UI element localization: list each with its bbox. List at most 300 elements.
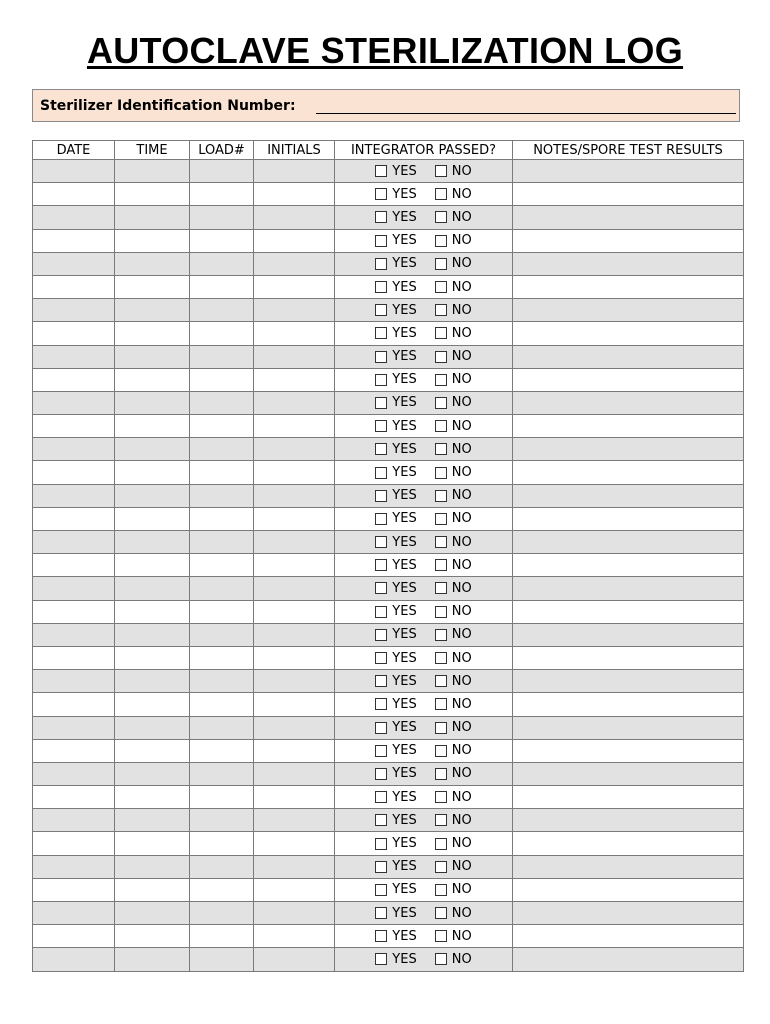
- table-row: [33, 275, 744, 298]
- initials-cell[interactable]: [254, 600, 335, 623]
- notes-cell[interactable]: [513, 670, 744, 693]
- yes-label: YES: [392, 627, 417, 643]
- yes-label: YES: [392, 395, 417, 411]
- time-cell[interactable]: [115, 554, 190, 577]
- no-option: [435, 349, 472, 364]
- date-cell[interactable]: [33, 693, 115, 716]
- time-cell[interactable]: [115, 948, 190, 971]
- yes-checkbox[interactable]: [375, 629, 387, 641]
- date-cell[interactable]: [33, 531, 115, 554]
- initials-cell[interactable]: [254, 623, 335, 646]
- notes-cell[interactable]: [513, 948, 744, 971]
- initials-cell[interactable]: [254, 577, 335, 600]
- notes-cell[interactable]: [513, 391, 744, 414]
- time-cell[interactable]: [115, 670, 190, 693]
- notes-cell[interactable]: [513, 229, 744, 252]
- no-label: NO: [451, 395, 472, 411]
- notes-cell[interactable]: [513, 322, 744, 345]
- time-cell[interactable]: [115, 484, 190, 507]
- yes-checkbox[interactable]: [375, 838, 387, 850]
- notes-cell[interactable]: [513, 716, 744, 739]
- no-checkbox[interactable]: [435, 722, 447, 734]
- initials-cell[interactable]: [254, 716, 335, 739]
- no-checkbox[interactable]: [435, 443, 447, 455]
- no-option: [435, 743, 472, 758]
- load-cell[interactable]: [190, 391, 254, 414]
- no-checkbox[interactable]: [435, 606, 447, 618]
- table-row: [33, 438, 744, 461]
- notes-cell[interactable]: [513, 623, 744, 646]
- notes-cell[interactable]: [513, 275, 744, 298]
- no-checkbox[interactable]: [435, 374, 447, 386]
- notes-cell[interactable]: [513, 600, 744, 623]
- time-cell[interactable]: [115, 275, 190, 298]
- time-cell[interactable]: [115, 809, 190, 832]
- date-cell[interactable]: [33, 716, 115, 739]
- table-row: [33, 878, 744, 901]
- yes-checkbox[interactable]: [375, 606, 387, 618]
- time-cell[interactable]: [115, 786, 190, 809]
- no-checkbox[interactable]: [435, 490, 447, 502]
- time-cell[interactable]: [115, 206, 190, 229]
- time-cell[interactable]: [115, 438, 190, 461]
- notes-cell[interactable]: [513, 855, 744, 878]
- yes-checkbox[interactable]: [375, 281, 387, 293]
- load-cell[interactable]: [190, 832, 254, 855]
- no-checkbox[interactable]: [435, 304, 447, 316]
- no-option: [435, 210, 472, 225]
- yes-checkbox[interactable]: [375, 907, 387, 919]
- yes-checkbox[interactable]: [375, 582, 387, 594]
- no-option: [435, 256, 472, 271]
- yes-checkbox[interactable]: [375, 722, 387, 734]
- date-cell[interactable]: [33, 809, 115, 832]
- no-checkbox[interactable]: [435, 420, 447, 432]
- date-cell[interactable]: [33, 206, 115, 229]
- initials-cell[interactable]: [254, 252, 335, 275]
- yes-checkbox[interactable]: [375, 304, 387, 316]
- initials-cell[interactable]: [254, 554, 335, 577]
- no-checkbox[interactable]: [435, 536, 447, 548]
- yes-checkbox[interactable]: [375, 188, 387, 200]
- notes-cell[interactable]: [513, 368, 744, 391]
- load-cell[interactable]: [190, 878, 254, 901]
- time-cell[interactable]: [115, 878, 190, 901]
- yes-checkbox[interactable]: [375, 791, 387, 803]
- integrator-passed-cell: [335, 554, 513, 577]
- yes-checkbox[interactable]: [375, 513, 387, 525]
- table-row: [33, 229, 744, 252]
- no-checkbox[interactable]: [435, 675, 447, 687]
- time-cell[interactable]: [115, 345, 190, 368]
- initials-cell[interactable]: [254, 948, 335, 971]
- time-cell[interactable]: [115, 739, 190, 762]
- yes-label: YES: [392, 836, 417, 852]
- yes-checkbox[interactable]: [375, 490, 387, 502]
- date-cell[interactable]: [33, 600, 115, 623]
- initials-cell[interactable]: [254, 531, 335, 554]
- integrator-passed-cell: [335, 531, 513, 554]
- no-checkbox[interactable]: [435, 768, 447, 780]
- date-cell[interactable]: [33, 554, 115, 577]
- integrator-passed-cell: [335, 762, 513, 785]
- notes-cell[interactable]: [513, 693, 744, 716]
- yes-option: [375, 906, 416, 921]
- integrator-passed-cell: [335, 623, 513, 646]
- initials-cell[interactable]: [254, 832, 335, 855]
- yes-option: [375, 952, 416, 967]
- no-checkbox[interactable]: [435, 327, 447, 339]
- initials-cell[interactable]: [254, 322, 335, 345]
- yes-checkbox[interactable]: [375, 327, 387, 339]
- notes-cell[interactable]: [513, 299, 744, 322]
- load-cell[interactable]: [190, 646, 254, 669]
- notes-cell[interactable]: [513, 878, 744, 901]
- notes-cell[interactable]: [513, 554, 744, 577]
- sterilizer-id-field[interactable]: [316, 113, 736, 114]
- time-cell[interactable]: [115, 716, 190, 739]
- initials-cell[interactable]: [254, 902, 335, 925]
- no-label: NO: [451, 349, 472, 365]
- initials-cell[interactable]: [254, 693, 335, 716]
- yes-checkbox[interactable]: [375, 467, 387, 479]
- notes-cell[interactable]: [513, 646, 744, 669]
- integrator-passed-cell: [335, 206, 513, 229]
- notes-cell[interactable]: [513, 507, 744, 530]
- date-cell[interactable]: [33, 461, 115, 484]
- no-label: NO: [451, 418, 472, 434]
- no-checkbox[interactable]: [435, 745, 447, 757]
- initials-cell[interactable]: [254, 183, 335, 206]
- yes-checkbox[interactable]: [375, 861, 387, 873]
- no-label: NO: [451, 673, 472, 689]
- no-checkbox[interactable]: [435, 235, 447, 247]
- integrator-passed-cell: [335, 600, 513, 623]
- time-cell[interactable]: [115, 322, 190, 345]
- initials-cell[interactable]: [254, 507, 335, 530]
- yes-checkbox[interactable]: [375, 559, 387, 571]
- notes-cell[interactable]: [513, 484, 744, 507]
- yes-checkbox[interactable]: [375, 397, 387, 409]
- date-cell[interactable]: [33, 229, 115, 252]
- notes-cell[interactable]: [513, 183, 744, 206]
- notes-cell[interactable]: [513, 809, 744, 832]
- yes-checkbox[interactable]: [375, 351, 387, 363]
- no-checkbox[interactable]: [435, 953, 447, 965]
- load-cell[interactable]: [190, 925, 254, 948]
- load-cell[interactable]: [190, 762, 254, 785]
- load-cell[interactable]: [190, 600, 254, 623]
- no-checkbox[interactable]: [435, 397, 447, 409]
- load-cell[interactable]: [190, 484, 254, 507]
- load-cell[interactable]: [190, 902, 254, 925]
- load-cell[interactable]: [190, 322, 254, 345]
- time-cell[interactable]: [115, 461, 190, 484]
- load-cell[interactable]: [190, 693, 254, 716]
- initials-cell[interactable]: [254, 391, 335, 414]
- no-checkbox[interactable]: [435, 930, 447, 942]
- time-cell[interactable]: [115, 531, 190, 554]
- no-option: [435, 859, 472, 874]
- initials-cell[interactable]: [254, 461, 335, 484]
- time-cell[interactable]: [115, 183, 190, 206]
- date-cell[interactable]: [33, 160, 115, 183]
- initials-cell[interactable]: [254, 484, 335, 507]
- no-label: NO: [451, 279, 472, 295]
- date-cell[interactable]: [33, 739, 115, 762]
- date-cell[interactable]: [33, 275, 115, 298]
- notes-cell[interactable]: [513, 160, 744, 183]
- load-cell[interactable]: [190, 438, 254, 461]
- initials-cell[interactable]: [254, 299, 335, 322]
- notes-cell[interactable]: [513, 832, 744, 855]
- time-cell[interactable]: [115, 925, 190, 948]
- yes-checkbox[interactable]: [375, 745, 387, 757]
- date-cell[interactable]: [33, 299, 115, 322]
- no-label: NO: [451, 534, 472, 550]
- initials-cell[interactable]: [254, 878, 335, 901]
- yes-option: [375, 651, 416, 666]
- no-checkbox[interactable]: [435, 281, 447, 293]
- notes-cell[interactable]: [513, 345, 744, 368]
- date-cell[interactable]: [33, 438, 115, 461]
- load-cell[interactable]: [190, 809, 254, 832]
- date-cell[interactable]: [33, 415, 115, 438]
- yes-checkbox[interactable]: [375, 814, 387, 826]
- table-row: [33, 600, 744, 623]
- no-checkbox[interactable]: [435, 165, 447, 177]
- initials-cell[interactable]: [254, 646, 335, 669]
- load-cell[interactable]: [190, 577, 254, 600]
- notes-cell[interactable]: [513, 786, 744, 809]
- initials-cell[interactable]: [254, 809, 335, 832]
- yes-checkbox[interactable]: [375, 953, 387, 965]
- load-cell[interactable]: [190, 554, 254, 577]
- yes-option: [375, 813, 416, 828]
- initials-cell[interactable]: [254, 786, 335, 809]
- load-cell[interactable]: [190, 160, 254, 183]
- date-cell[interactable]: [33, 878, 115, 901]
- date-cell[interactable]: [33, 786, 115, 809]
- initials-cell[interactable]: [254, 415, 335, 438]
- no-checkbox[interactable]: [435, 838, 447, 850]
- load-cell[interactable]: [190, 948, 254, 971]
- initials-cell[interactable]: [254, 925, 335, 948]
- table-row: [33, 646, 744, 669]
- initials-cell[interactable]: [254, 762, 335, 785]
- notes-cell[interactable]: [513, 415, 744, 438]
- load-cell[interactable]: [190, 716, 254, 739]
- time-cell[interactable]: [115, 693, 190, 716]
- date-cell[interactable]: [33, 855, 115, 878]
- yes-label: YES: [392, 905, 417, 921]
- no-checkbox[interactable]: [435, 652, 447, 664]
- time-cell[interactable]: [115, 577, 190, 600]
- date-cell[interactable]: [33, 507, 115, 530]
- integrator-passed-cell: [335, 832, 513, 855]
- yes-checkbox[interactable]: [375, 536, 387, 548]
- time-cell[interactable]: [115, 902, 190, 925]
- initials-cell[interactable]: [254, 739, 335, 762]
- initials-cell[interactable]: [254, 670, 335, 693]
- date-cell[interactable]: [33, 484, 115, 507]
- no-option: [435, 929, 472, 944]
- no-checkbox[interactable]: [435, 791, 447, 803]
- no-checkbox[interactable]: [435, 861, 447, 873]
- time-cell[interactable]: [115, 507, 190, 530]
- initials-cell[interactable]: [254, 206, 335, 229]
- no-checkbox[interactable]: [435, 698, 447, 710]
- notes-cell[interactable]: [513, 438, 744, 461]
- no-checkbox[interactable]: [435, 884, 447, 896]
- load-cell[interactable]: [190, 206, 254, 229]
- time-cell[interactable]: [115, 299, 190, 322]
- yes-checkbox[interactable]: [375, 165, 387, 177]
- date-cell[interactable]: [33, 252, 115, 275]
- no-option: [435, 952, 472, 967]
- yes-checkbox[interactable]: [375, 884, 387, 896]
- load-cell[interactable]: [190, 415, 254, 438]
- date-cell[interactable]: [33, 183, 115, 206]
- no-checkbox[interactable]: [435, 582, 447, 594]
- no-option: [435, 419, 472, 434]
- initials-cell[interactable]: [254, 275, 335, 298]
- time-cell[interactable]: [115, 600, 190, 623]
- yes-option: [375, 303, 416, 318]
- date-cell[interactable]: [33, 646, 115, 669]
- time-cell[interactable]: [115, 160, 190, 183]
- time-cell[interactable]: [115, 646, 190, 669]
- table-row: [33, 786, 744, 809]
- time-cell[interactable]: [115, 762, 190, 785]
- load-cell[interactable]: [190, 345, 254, 368]
- initials-cell[interactable]: [254, 160, 335, 183]
- load-cell[interactable]: [190, 368, 254, 391]
- notes-cell[interactable]: [513, 902, 744, 925]
- no-checkbox[interactable]: [435, 258, 447, 270]
- notes-cell[interactable]: [513, 461, 744, 484]
- load-cell[interactable]: [190, 229, 254, 252]
- initials-cell[interactable]: [254, 438, 335, 461]
- notes-cell[interactable]: [513, 531, 744, 554]
- no-label: NO: [451, 743, 472, 759]
- initials-cell[interactable]: [254, 229, 335, 252]
- no-label: NO: [451, 882, 472, 898]
- no-label: NO: [451, 488, 472, 504]
- no-checkbox[interactable]: [435, 211, 447, 223]
- load-cell[interactable]: [190, 461, 254, 484]
- notes-cell[interactable]: [513, 252, 744, 275]
- initials-cell[interactable]: [254, 855, 335, 878]
- yes-option: [375, 859, 416, 874]
- time-cell[interactable]: [115, 229, 190, 252]
- notes-cell[interactable]: [513, 925, 744, 948]
- date-cell[interactable]: [33, 925, 115, 948]
- date-cell[interactable]: [33, 577, 115, 600]
- no-checkbox[interactable]: [435, 467, 447, 479]
- initials-cell[interactable]: [254, 368, 335, 391]
- no-checkbox[interactable]: [435, 513, 447, 525]
- no-checkbox[interactable]: [435, 629, 447, 641]
- yes-checkbox[interactable]: [375, 235, 387, 247]
- yes-checkbox[interactable]: [375, 258, 387, 270]
- integrator-passed-cell: [335, 809, 513, 832]
- yes-label: YES: [392, 696, 417, 712]
- no-checkbox[interactable]: [435, 814, 447, 826]
- notes-cell[interactable]: [513, 577, 744, 600]
- yes-checkbox[interactable]: [375, 374, 387, 386]
- load-cell[interactable]: [190, 670, 254, 693]
- date-cell[interactable]: [33, 832, 115, 855]
- date-cell[interactable]: [33, 670, 115, 693]
- date-cell[interactable]: [33, 368, 115, 391]
- time-cell[interactable]: [115, 832, 190, 855]
- date-cell[interactable]: [33, 762, 115, 785]
- yes-checkbox[interactable]: [375, 443, 387, 455]
- no-checkbox[interactable]: [435, 188, 447, 200]
- load-cell[interactable]: [190, 855, 254, 878]
- load-cell[interactable]: [190, 507, 254, 530]
- load-cell[interactable]: [190, 252, 254, 275]
- time-cell[interactable]: [115, 368, 190, 391]
- load-cell[interactable]: [190, 183, 254, 206]
- load-cell[interactable]: [190, 739, 254, 762]
- no-option: [435, 766, 472, 781]
- date-cell[interactable]: [33, 948, 115, 971]
- load-cell[interactable]: [190, 275, 254, 298]
- sterilizer-id-box: [32, 89, 740, 122]
- no-checkbox[interactable]: [435, 559, 447, 571]
- notes-cell[interactable]: [513, 762, 744, 785]
- initials-cell[interactable]: [254, 345, 335, 368]
- date-cell[interactable]: [33, 322, 115, 345]
- date-cell[interactable]: [33, 391, 115, 414]
- yes-checkbox[interactable]: [375, 420, 387, 432]
- yes-label: YES: [392, 859, 417, 875]
- no-checkbox[interactable]: [435, 351, 447, 363]
- yes-label: YES: [392, 951, 417, 967]
- yes-checkbox[interactable]: [375, 211, 387, 223]
- table-row: [33, 368, 744, 391]
- no-label: NO: [451, 696, 472, 712]
- column-header-load: LOAD#: [190, 141, 254, 160]
- date-cell[interactable]: [33, 623, 115, 646]
- notes-cell[interactable]: [513, 206, 744, 229]
- load-cell[interactable]: [190, 623, 254, 646]
- time-cell[interactable]: [115, 415, 190, 438]
- no-checkbox[interactable]: [435, 907, 447, 919]
- time-cell[interactable]: [115, 252, 190, 275]
- date-cell[interactable]: [33, 345, 115, 368]
- load-cell[interactable]: [190, 531, 254, 554]
- yes-checkbox[interactable]: [375, 698, 387, 710]
- yes-checkbox[interactable]: [375, 675, 387, 687]
- time-cell[interactable]: [115, 623, 190, 646]
- date-cell[interactable]: [33, 902, 115, 925]
- yes-label: YES: [392, 488, 417, 504]
- no-option: [435, 372, 472, 387]
- time-cell[interactable]: [115, 391, 190, 414]
- load-cell[interactable]: [190, 299, 254, 322]
- yes-checkbox[interactable]: [375, 652, 387, 664]
- yes-checkbox[interactable]: [375, 768, 387, 780]
- yes-checkbox[interactable]: [375, 930, 387, 942]
- time-cell[interactable]: [115, 855, 190, 878]
- table-row: [33, 739, 744, 762]
- load-cell[interactable]: [190, 786, 254, 809]
- no-label: NO: [451, 233, 472, 249]
- notes-cell[interactable]: [513, 739, 744, 762]
